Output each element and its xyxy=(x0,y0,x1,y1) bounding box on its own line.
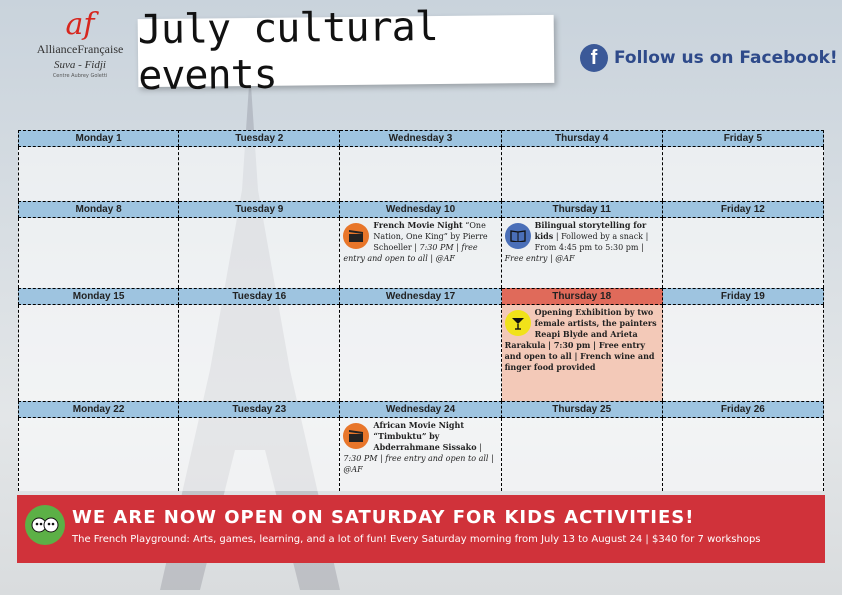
day-cell xyxy=(340,305,501,401)
day-cell xyxy=(663,418,824,491)
day-header: Friday 26 xyxy=(663,401,824,418)
saturday-kids-banner xyxy=(17,495,825,563)
event-title: Bilingual storytelling for kids xyxy=(534,220,647,241)
banner-headline: WE ARE NOW OPEN ON SATURDAY FOR KIDS ACTIVITIES! xyxy=(72,507,695,528)
day-header: Wednesday 24 xyxy=(340,401,501,418)
facebook-link[interactable] xyxy=(580,44,838,72)
kids-faces-icon xyxy=(25,505,65,545)
event-cell-wednesday-10 xyxy=(340,218,501,288)
week-cells xyxy=(18,418,824,491)
event-cell-thursday-11 xyxy=(502,218,663,288)
event-details: | 7:30 pm | Free entry and open to all | French wine and finger food provided xyxy=(504,340,655,372)
day-header: Tuesday 16 xyxy=(179,288,340,305)
day-cell xyxy=(663,147,824,201)
day-header: Thursday 25 xyxy=(502,401,663,418)
day-header: Tuesday 2 xyxy=(179,130,340,147)
event-cell-wednesday-24 xyxy=(340,418,501,491)
alliance-francaise-logo xyxy=(20,8,140,79)
event-director: by Pierre Schoeller | xyxy=(373,232,488,252)
event-title: Opening Exhibition by two female artists, the painters Reapi Blyde and Arieta Rarakula xyxy=(504,307,657,350)
banner-subtext: The French Playground: Arts, games, learning, and a lot of fun! Every Saturday morning from July 13 to August 24 | $340 for 7 workshops xyxy=(72,534,761,545)
logo-name: AllianceFrançaise xyxy=(36,42,124,56)
clapperboard-icon xyxy=(343,223,369,249)
event-director: by Abderrahmane Sissako xyxy=(373,431,477,452)
day-header: Wednesday 17 xyxy=(340,288,501,305)
week-row xyxy=(18,288,824,305)
book-icon xyxy=(505,223,531,249)
day-header: Wednesday 3 xyxy=(340,130,501,147)
day-cell xyxy=(18,147,179,201)
day-cell xyxy=(179,147,340,201)
af-logo-mark: af xyxy=(65,7,95,42)
day-cell xyxy=(18,305,179,401)
week-cells xyxy=(18,147,824,201)
cocktail-icon xyxy=(505,310,531,336)
day-header: Monday 22 xyxy=(18,401,179,418)
day-cell xyxy=(18,218,179,288)
clapperboard-icon xyxy=(343,423,369,449)
day-header: Tuesday 23 xyxy=(179,401,340,418)
day-cell xyxy=(179,305,340,401)
calendar xyxy=(18,130,824,491)
event-cell-thursday-18 xyxy=(502,305,663,401)
page-title: July cultural events xyxy=(137,4,439,100)
facebook-text: Follow us on Facebook! xyxy=(614,48,838,68)
day-header: Monday 8 xyxy=(18,201,179,218)
event-details: 7:30 PM | free entry and open to all | @AF xyxy=(343,243,478,263)
day-header: Friday 19 xyxy=(663,288,824,305)
facebook-icon: f xyxy=(580,44,608,72)
day-header-highlight: Thursday 18 xyxy=(502,288,663,305)
logo-city: Suva - Fidji xyxy=(54,59,106,71)
day-header: Tuesday 9 xyxy=(179,201,340,218)
logo-subtitle: Centre Aubrey Goletti xyxy=(52,73,108,79)
day-header: Friday 5 xyxy=(663,130,824,147)
day-header: Thursday 11 xyxy=(502,201,663,218)
day-cell xyxy=(18,418,179,491)
day-header: Friday 12 xyxy=(663,201,824,218)
day-cell xyxy=(179,218,340,288)
event-entry: Free entry | @AF xyxy=(504,254,575,263)
title-card xyxy=(137,4,555,100)
day-cell xyxy=(663,305,824,401)
event-details: | 7:30 PM | free entry and open to all | @AF xyxy=(343,443,494,474)
event-film: “One Nation, One King” xyxy=(373,221,486,241)
day-cell xyxy=(663,218,824,288)
day-cell xyxy=(502,147,663,201)
week-cells xyxy=(18,218,824,288)
day-cell xyxy=(340,147,501,201)
day-header: Wednesday 10 xyxy=(340,201,501,218)
event-title: French Movie Night xyxy=(373,220,463,230)
day-cell xyxy=(502,418,663,491)
event-title: African Movie Night xyxy=(373,420,465,430)
day-header: Thursday 4 xyxy=(502,130,663,147)
week-row xyxy=(18,401,824,418)
week-row xyxy=(18,201,824,218)
day-header: Monday 1 xyxy=(18,130,179,147)
day-cell xyxy=(179,418,340,491)
week-row xyxy=(18,130,824,147)
event-details: | Followed by a snack | From 4:45 pm to 5:30 pm | xyxy=(534,232,649,252)
event-film: “Timbuktu” xyxy=(373,431,427,441)
day-header: Monday 15 xyxy=(18,288,179,305)
week-cells xyxy=(18,305,824,401)
